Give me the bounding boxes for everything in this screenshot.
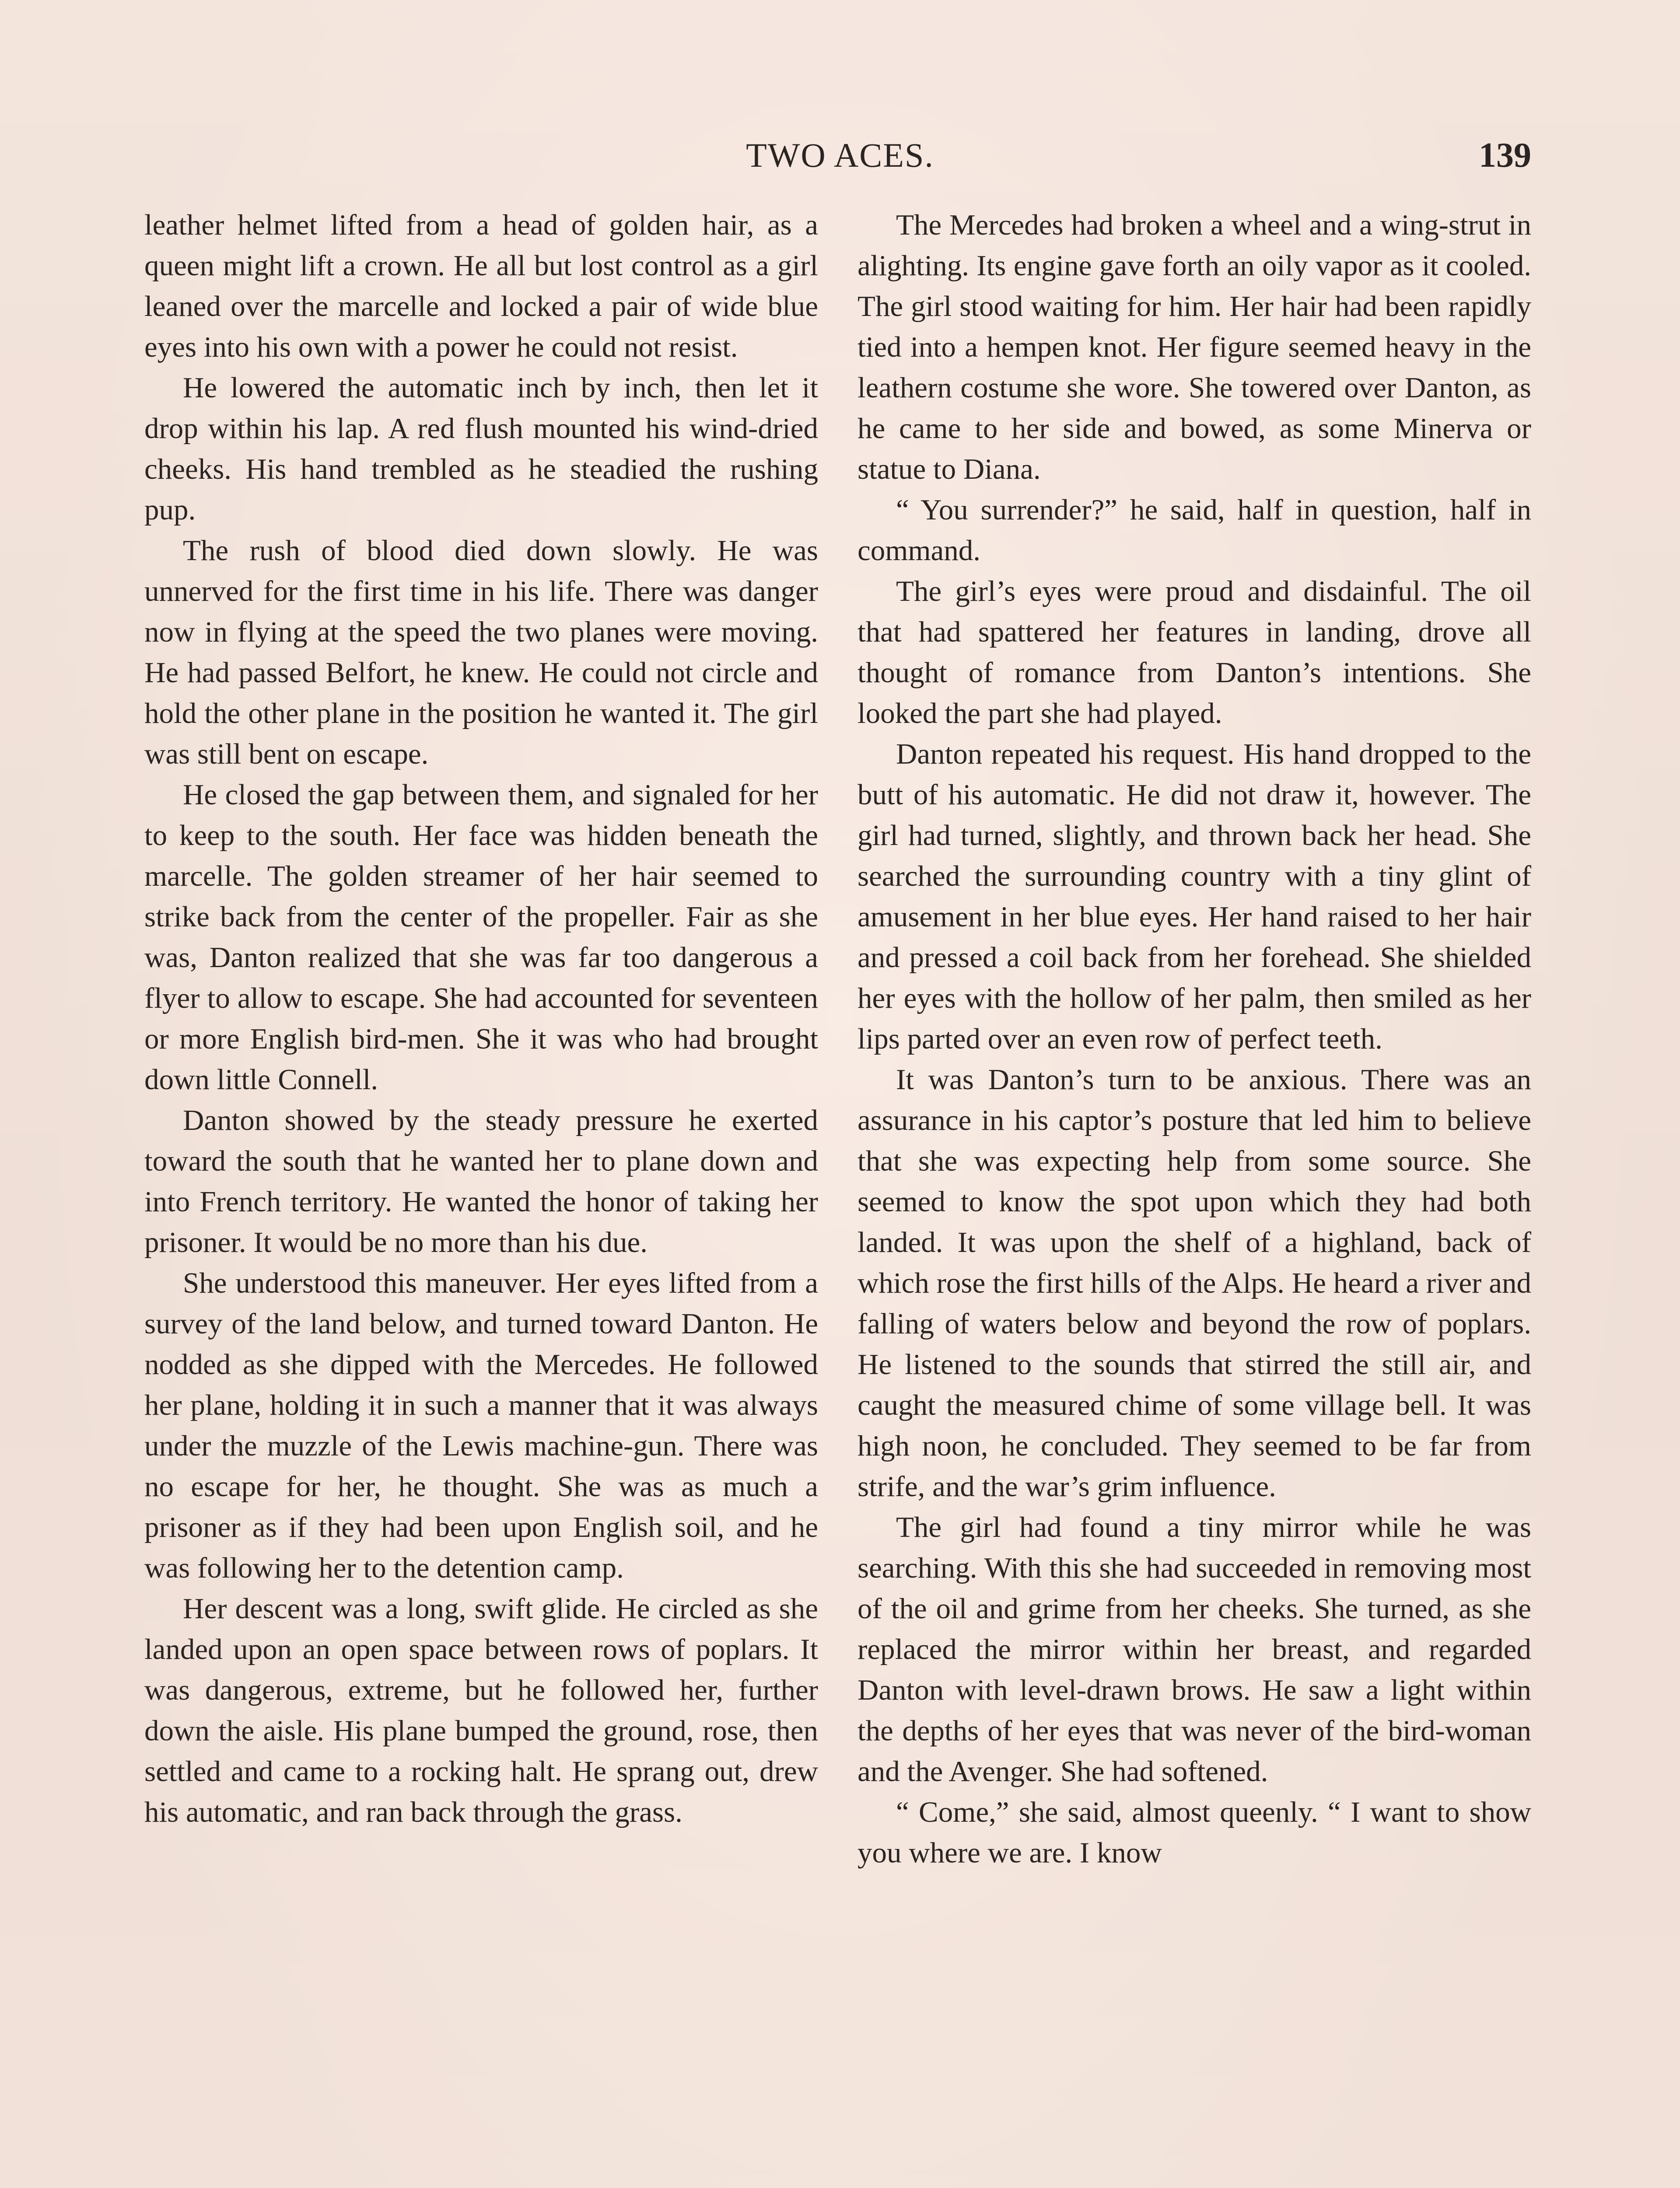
paragraph: He closed the gap between them, and signaled for her to keep to the south. Her face was hidden beneath the marcelle. The golden streamer of her hair seemed to strike back from the center of the propeller. Fair as she was, Danton realized that she was far too dangerous a flyer to allow to escape. She had accounted for seventeen or more English bird-men. She it was who had brought down little Connell. [144, 778, 818, 1096]
paragraph: The Mercedes had broken a wheel and a wing-strut in alighting. Its engine gave forth an oily vapor as it cooled. The girl stood waiting for him. Her hair had been rapidly tied into a hempen knot. Her figure seemed heavy in the leathern costume she wore. She towered over Danton, as he came to her side and bowed, as some Minerva or statue to Diana. [858, 209, 1531, 485]
paragraph: The girl’s eyes were proud and disdainful. The oil that had spattered her features in landing, drove all thought of romance from Danton’s intentions. She looked the part she had played. [858, 575, 1531, 729]
paragraph: He lowered the automatic inch by inch, then let it drop within his lap. A red flush mounted his wind-dried cheeks. His hand trembled as he steadied the rushing pup. [144, 372, 818, 526]
running-title: TWO ACES. [746, 136, 934, 174]
paragraph: “ Come,” she said, almost queenly. “ I want to show you where we are. I know [858, 1796, 1531, 1869]
paragraph: Danton repeated his request. His hand dropped to the butt of his automatic. He did not draw it, however. The girl had turned, slightly, and thrown back her head. She searched the surrounding country with a tiny glint of amusement in her blue eyes. Her hand raised to her hair and pressed a coil back from her forehead. She shielded her eyes with the hollow of her palm, then smiled as her lips parted over an even row of perfect teeth. [858, 738, 1531, 1055]
paragraph: The girl had found a tiny mirror while he was searching. With this she had succeeded in removing most of the oil and grime from her cheeks. She turned, as she replaced the mirror within her breast, and regarded Danton with level-drawn brows. He saw a light within the depths of her eyes that was never of the bird-woman and the Avenger. She had softened. [858, 1511, 1531, 1788]
paragraph: Her descent was a long, swift glide. He circled as she landed upon an open space between rows of poplars. It was dangerous, extreme, but he followed her, further down the aisle. His plane bumped the ground, rose, then settled and came to a rocking halt. He sprang out, drew his automatic, and ran back through the grass. [144, 1592, 818, 1828]
paragraph: It was Danton’s turn to be anxious. There was an assurance in his captor’s posture that led him to believe that she was expecting help from some source. She seemed to know the spot upon which they had both landed. It was upon the shelf of a highland, back of which rose the first hills of the Alps. He heard a river and falling of waters below and beyond the row of poplars. He listened to the sounds that stirred the still air, and caught the measured chime of some village bell. It was high noon, he concluded. They seemed to be far from strife, and the war’s grim influence. [858, 1063, 1531, 1503]
page-number: 139 [1479, 136, 1531, 175]
left-column [144, 205, 818, 1833]
paragraph: The rush of blood died down slowly. He was unnerved for the first time in his life. There was danger now in flying at the speed the two planes were moving. He had passed Belfort, he knew. He could not circle and hold the other plane in the position he wanted it. The girl was still bent on escape. [144, 534, 818, 770]
paragraph: She understood this maneuver. Her eyes lifted from a survey of the land below, and turned toward Danton. He nodded as she dipped with the Mercedes. He followed her plane, holding it in such a manner that it was always under the muzzle of the Lewis machine-gun. There was no escape for her, he thought. She was as much a prisoner as if they had been upon English soil, and he was following her to the detention camp. [144, 1267, 818, 1584]
paragraph: leather helmet lifted from a head of golden hair, as a queen might lift a crown. He all but lost control as a girl leaned over the marcelle and locked a pair of wide blue eyes into his own with a power he could not resist. [144, 209, 818, 363]
paragraph: Danton showed by the steady pressure he exerted toward the south that he wanted her to plane down and into French territory. He wanted the honor of taking her prisoner. It would be no more than his due. [144, 1104, 818, 1259]
paragraph: “ You surrender?” he said, half in question, half in command. [858, 494, 1531, 567]
running-head [0, 131, 1680, 179]
right-column [858, 205, 1531, 1873]
